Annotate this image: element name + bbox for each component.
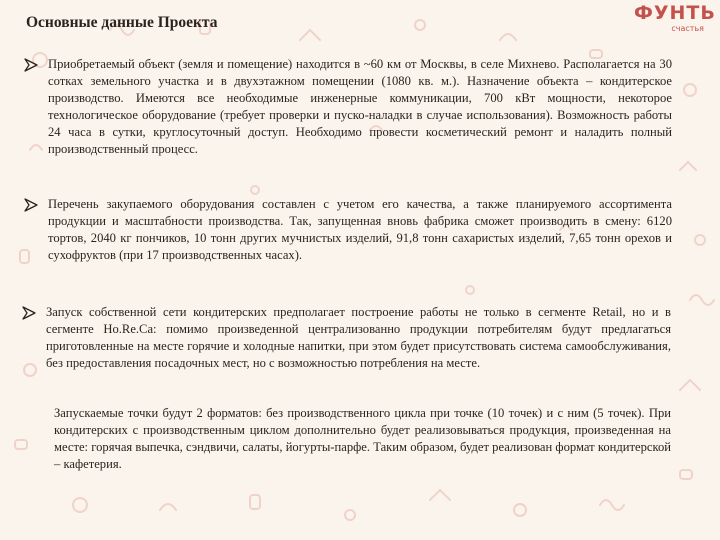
bullet-text-network: Запуск собственной сети кондитерских предполагает построение работы не только в сегменте Retail, но и в сегменте Ho.Re.Ca: помимо произведенной централизованно продукции потребителям будут предлагаться приготовленные на месте горячие и холодные напитки, при этом будет присутствовать система самообслуживания, без предоставления посадочных мест, но с возможностью потребления на месте. [46,305,671,370]
brand-logo [634,2,716,40]
bullet-text-equipment: Перечень закупаемого оборудования составлен с учетом его качества, а также планируемого ассортимента продукции и масштабности производства. Так, запущенная вновь фабрика сможет производить в смену: 6120 тортов, 2040 кг пончиков, 10 тонн других мучнистых изделий, 91,8 тонн сахаристых изделий, 7,65 тонн орехов и сухофруктов (при 17 производственных часах). [48,197,672,262]
bullet-text-object: Приобретаемый объект (земля и помещение) находится в ~60 км от Москвы, в селе Михнево. Располагается на 30 сотках земельного участка и в двухэтажном помещении (1080 кв. м.). Назначение объекта – кондитерское производство. Имеются все необходимые инженерные коммуникации, 700 кВт мощности, некоторое технологическое оборудование (требует проверки и пуско-наладки в случае использования). Возможность работы 24 часа в сутки, круглосуточный доступ. Необходимо провести косметический ремонт и наладить полный производственный процесс. [48,57,672,156]
arrowhead-bullet-icon [22,306,36,320]
page-title: Основные данные Проекта [26,14,218,31]
logo-tagline: счастья [671,24,704,33]
bullet-text-network-continuation: Запускаемые точки будут 2 форматов: без производственного цикла при точке (10 точек) и с ним (5 точек). При кондитерских с производственным циклом дополнительно будет реализовываться продукция, произведенная на месте: горячая выпечка, сэндвичи, салаты, йогурты-парфе. Таким образом, будет реализован формат кондитерской – кафетерия. [54,406,671,471]
logo-wordmark: ФУНТЬ [634,2,716,24]
arrowhead-bullet-icon [24,198,38,212]
arrowhead-bullet-icon [24,58,38,72]
